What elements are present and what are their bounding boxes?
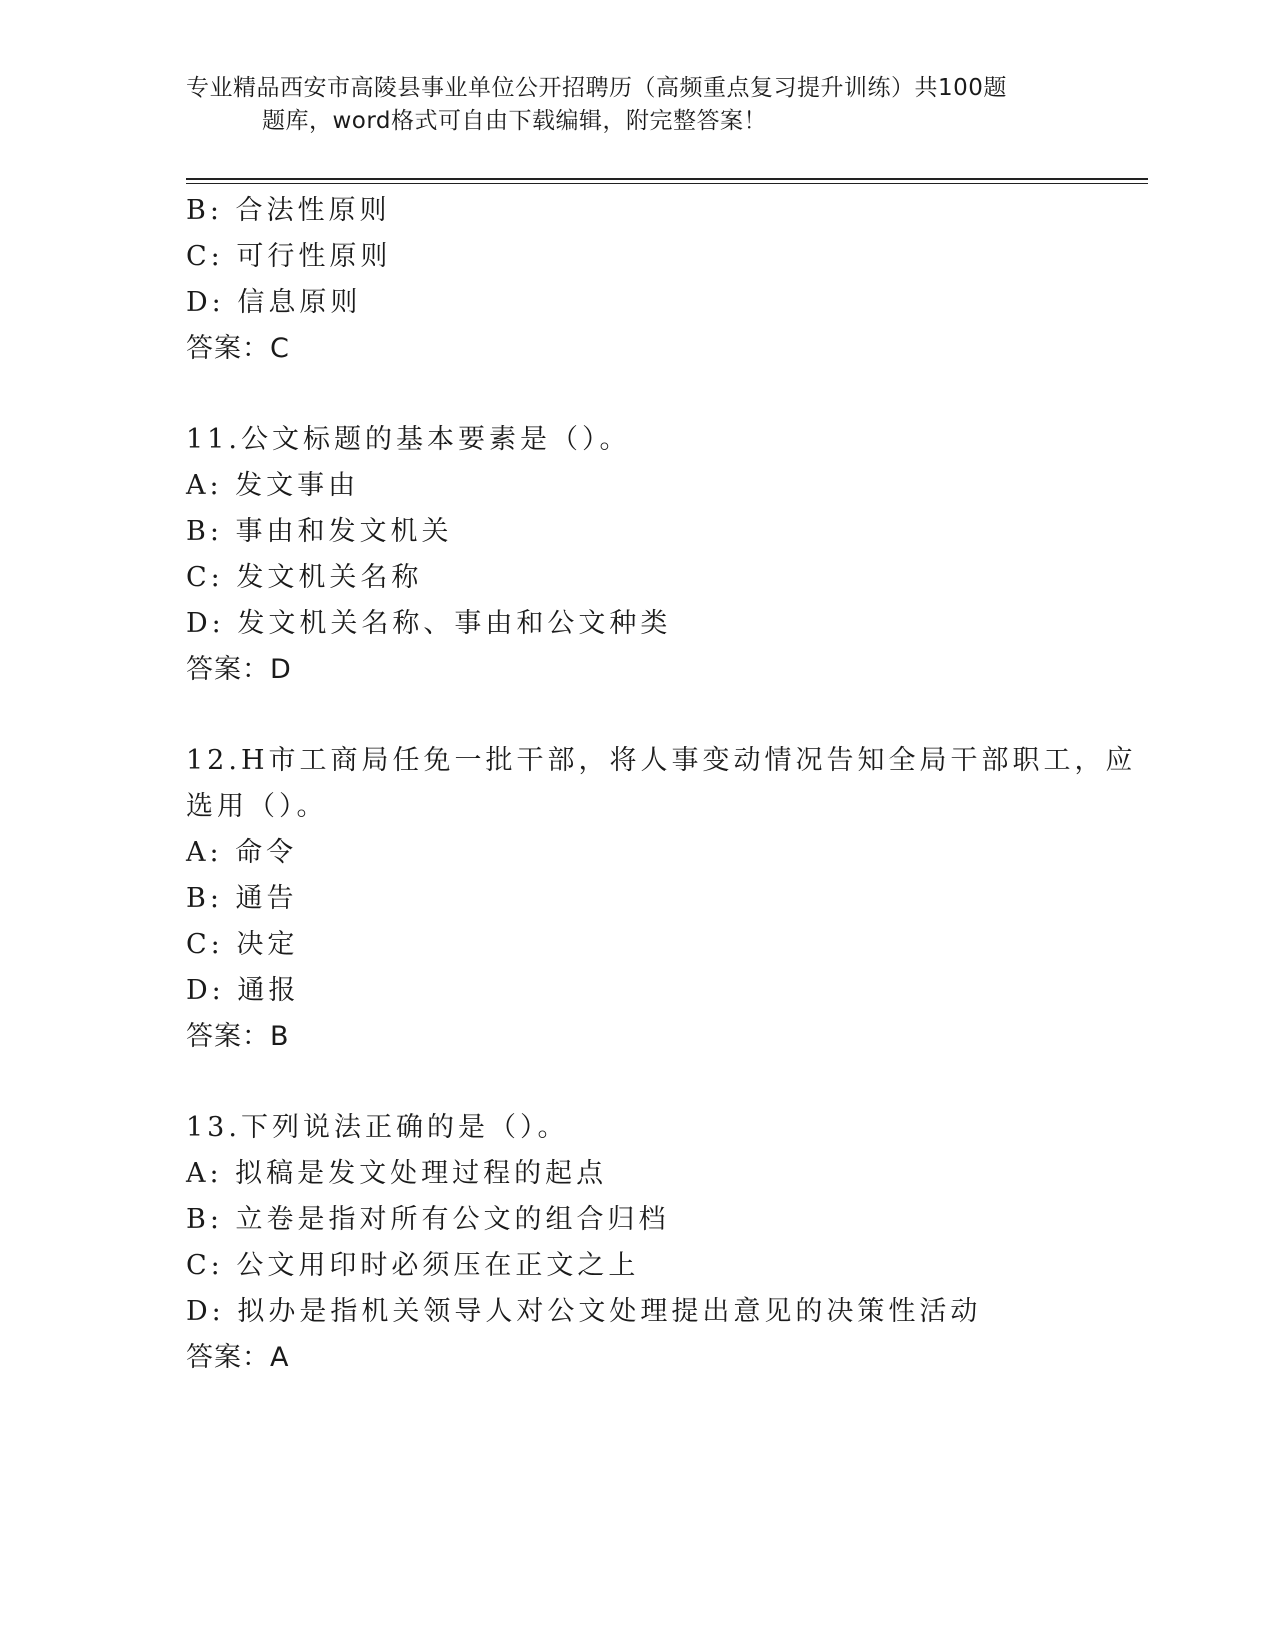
question-12 <box>186 738 1137 1060</box>
option-d: D: 信息原则 <box>186 287 362 318</box>
question-13 <box>186 1105 1086 1381</box>
option-b: B: 通告 <box>186 883 298 914</box>
option-c: C: 公文用印时必须压在正文之上 <box>186 1250 640 1281</box>
option-c: C: 发文机关名称 <box>186 562 423 593</box>
header-divider-thin <box>186 183 1148 184</box>
header-title-line1: 专业精品西安市高陵县事业单位公开招聘历（高频重点复习提升训练）共100题 <box>186 75 1007 101</box>
question-text-line1: 12.H市工商局任免一批干部，将人事变动情况告知全局干部职工，应 <box>186 745 1137 776</box>
option-d: D: 拟办是指机关领导人对公文处理提出意见的决策性活动 <box>186 1296 982 1327</box>
question-text-line2: 选用（）。 <box>186 791 328 822</box>
option-b: B: 合法性原则 <box>186 195 391 226</box>
answer: 答案：A <box>186 1342 290 1373</box>
option-b: B: 事由和发文机关 <box>186 516 453 547</box>
option-c: C: 可行性原则 <box>186 241 392 272</box>
page-header <box>186 72 1066 138</box>
option-a: A: 拟稿是发文处理过程的起点 <box>186 1158 608 1189</box>
option-b: B: 立卷是指对所有公文的组合归档 <box>186 1204 670 1235</box>
question-text: 13.下列说法正确的是（）。 <box>186 1112 569 1143</box>
answer: 答案：B <box>186 1021 290 1052</box>
option-c: C: 决定 <box>186 929 299 960</box>
question-text: 11.公文标题的基本要素是（）。 <box>186 424 631 455</box>
option-a: A: 发文事由 <box>186 470 360 501</box>
option-a: A: 命令 <box>186 837 298 868</box>
option-d: D: 发文机关名称、事由和公文种类 <box>186 608 672 639</box>
document-body <box>186 188 1137 1381</box>
option-d: D: 通报 <box>186 975 300 1006</box>
question-10-tail <box>186 188 1086 372</box>
answer: 答案：D <box>186 654 292 685</box>
header-divider-thick <box>186 178 1148 180</box>
answer: 答案：C <box>186 333 290 364</box>
question-11 <box>186 417 1086 693</box>
header-title-line2: 题库，word格式可自由下载编辑，附完整答案！ <box>262 108 768 134</box>
